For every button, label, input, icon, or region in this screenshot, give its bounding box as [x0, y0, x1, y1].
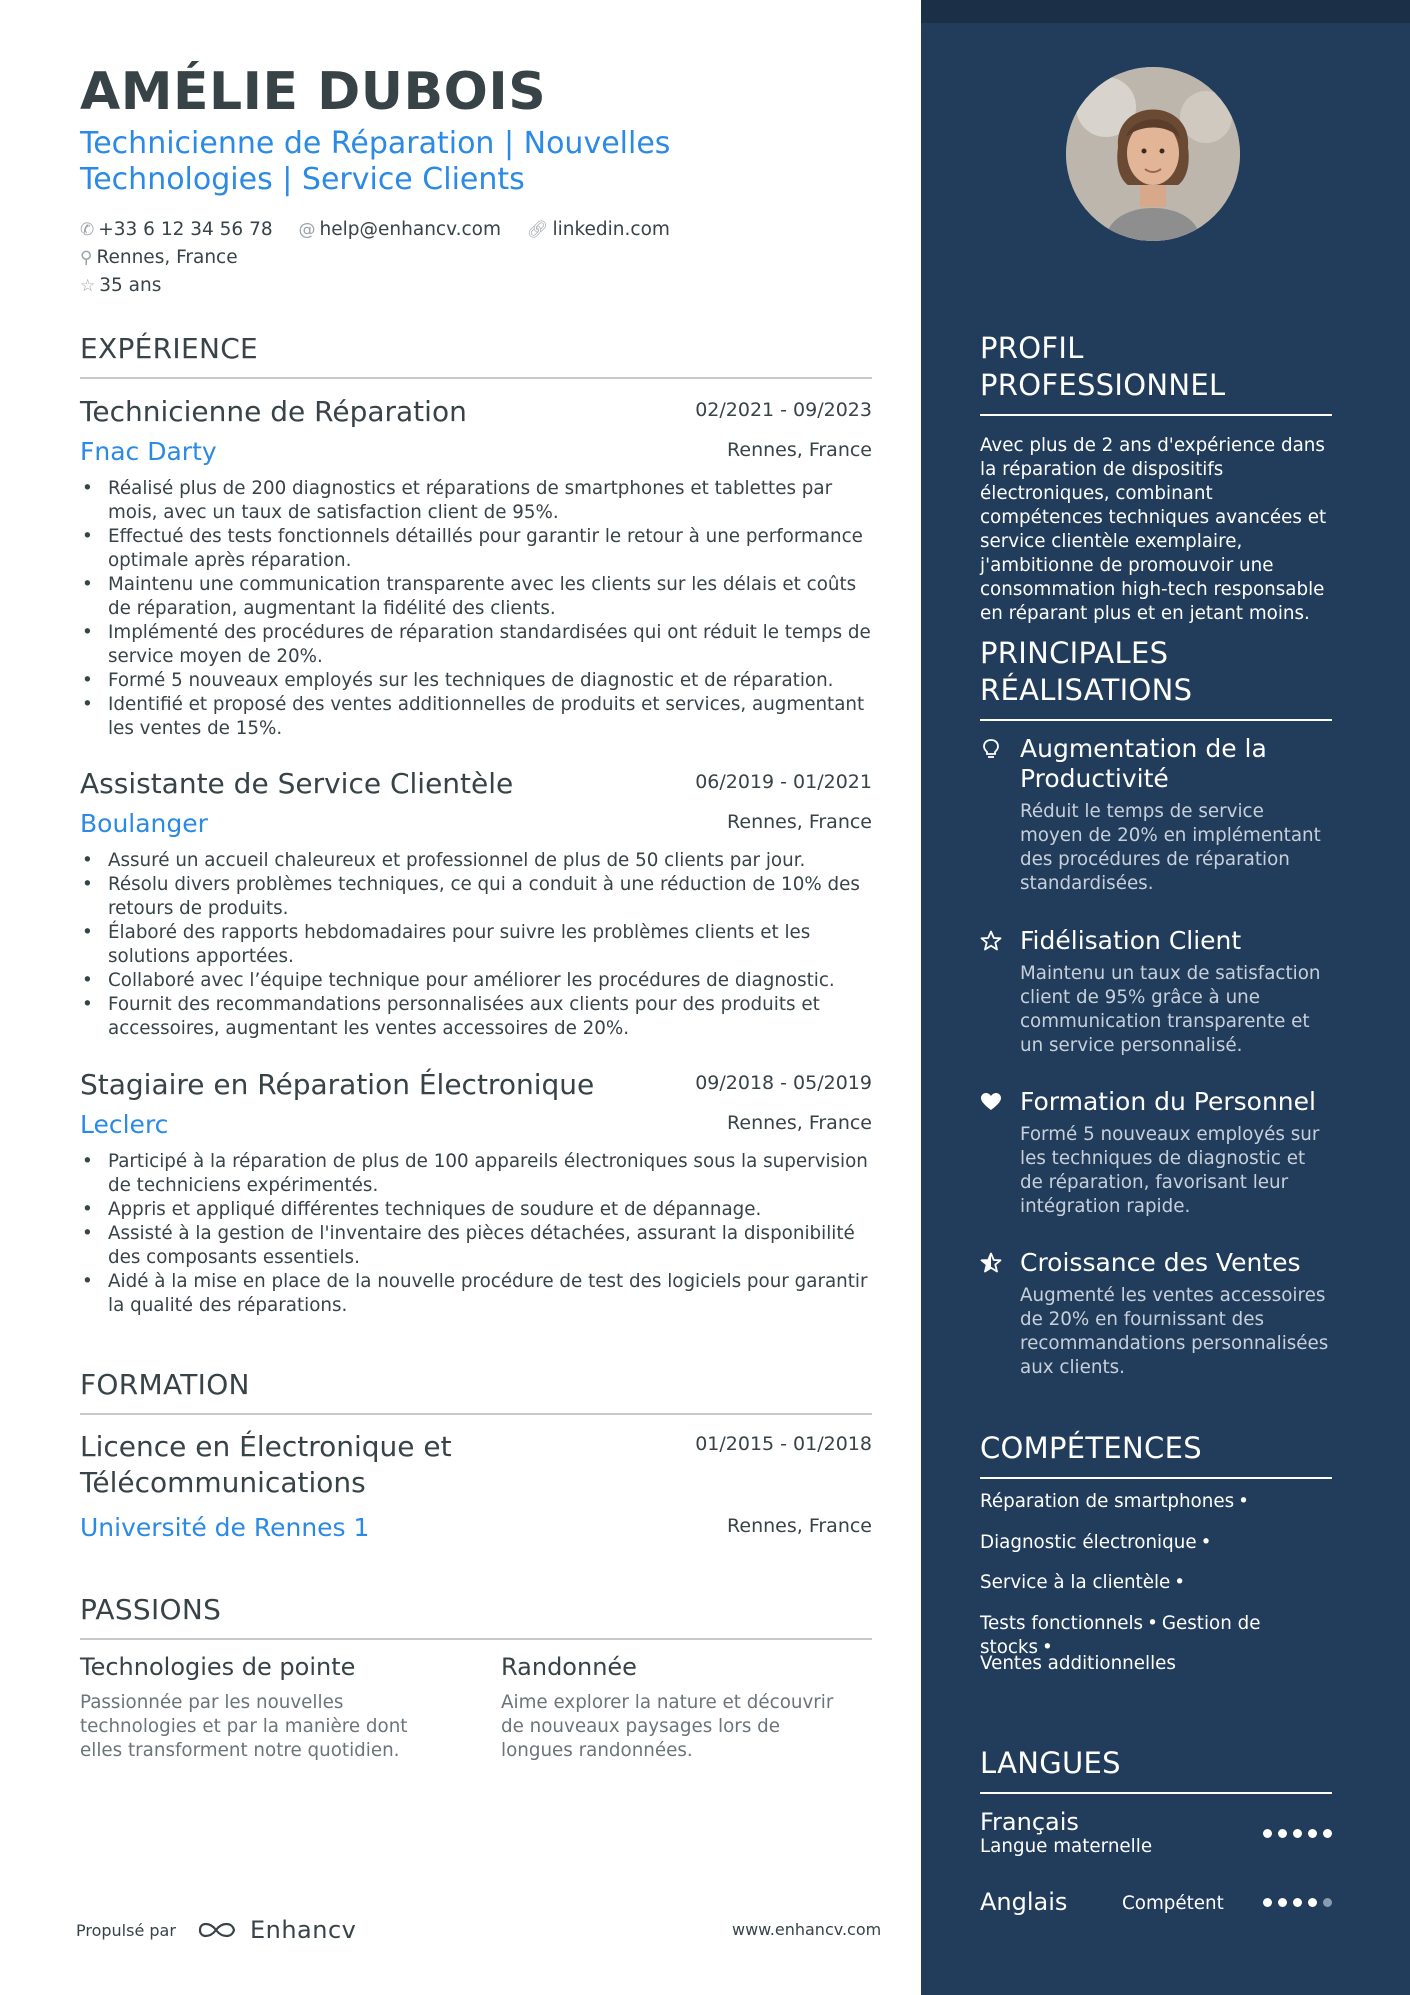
- skill-separator: •: [1042, 1636, 1053, 1658]
- job-bullet: • Maintenu une communication transparente avec les clients sur les délais et coûts de réparation, augmentant la fidélité des clients.: [80, 573, 872, 621]
- candidate-name: AMÉLIE DUBOIS: [80, 62, 547, 122]
- skill-tag: Réparation de smartphones: [980, 1491, 1235, 1512]
- job-bullet: • Réalisé plus de 200 diagnostics et réparations de smartphones et tablettes par mois, avec un taux de satisfaction client de 95%.: [80, 477, 872, 525]
- language-name: Anglais: [980, 1888, 1068, 1916]
- achievement-item: [980, 1087, 1332, 1219]
- job-bullet: • Fournit des recommandations personnalisées aux clients pour des produits et accessoires, augmentant les ventes accessoires de 20%.: [80, 993, 872, 1041]
- email-text: help@enhancv.com: [319, 219, 501, 240]
- job-dates: 06/2019 - 01/2021: [695, 771, 872, 793]
- language-rating: [1263, 1898, 1332, 1907]
- footer-branding: [76, 1916, 356, 1944]
- enhancv-logo[interactable]: [194, 1916, 356, 1944]
- achievement-item: [980, 734, 1332, 896]
- passions-section-title: PASSIONS: [80, 1593, 872, 1640]
- languages-section-title: LANGUES: [980, 1745, 1332, 1794]
- job-role: Technicienne de Réparation: [80, 395, 467, 428]
- achievement-title: Formation du Personnel: [1020, 1087, 1316, 1116]
- at-icon: @: [298, 220, 316, 240]
- sidebar: [921, 0, 1410, 1995]
- job-location: Rennes, France: [727, 439, 872, 461]
- education-dates: 01/2015 - 01/2018: [695, 1433, 872, 1455]
- job-bullet: • Implémenté des procédures de réparation standardisées qui ont réduit le temps de service moyen de 20%.: [80, 621, 872, 669]
- job-bullets: [80, 849, 872, 1041]
- avatar: [1066, 67, 1240, 241]
- contact-info: [80, 216, 872, 300]
- map-pin-icon: ⚲: [80, 248, 93, 268]
- powered-by-text: Propulsé par: [76, 1920, 176, 1940]
- job-bullet: • Élaboré des rapports hebdomadaires pour suivre les problèmes clients et les solutions apportées.: [80, 921, 872, 969]
- skill-separator: •: [1200, 1531, 1212, 1553]
- linkedin-contact[interactable]: [527, 216, 670, 244]
- job-bullets: [80, 477, 872, 741]
- job-bullet: • Collaboré avec l’équipe technique pour améliorer les procédures de diagnostic.: [80, 969, 872, 993]
- education-degree: Licence en Électronique et Télécommunications: [80, 1430, 452, 1499]
- passion-title: Technologies de pointe: [80, 1653, 356, 1681]
- job-bullet: • Assisté à la gestion de l'inventaire des pièces détachées, assurant la disponibilité des composants essentiels.: [80, 1222, 872, 1270]
- achievement-item: [980, 926, 1332, 1058]
- languages-section: [980, 1745, 1332, 1794]
- job-bullet: • Résolu divers problèmes techniques, ce qui a conduit à une réduction de 10% des retours de produits.: [80, 873, 872, 921]
- achievements-section-title: PRINCIPALES RÉALISATIONS: [980, 635, 1332, 721]
- job-entry: [80, 767, 872, 1041]
- job-role: Assistante de Service Clientèle: [80, 767, 514, 800]
- job-bullet: • Assuré un accueil chaleureux et professionnel de plus de 50 clients par jour.: [80, 849, 872, 873]
- location-text: Rennes, France: [96, 247, 238, 268]
- avatar-photo: [1066, 67, 1240, 241]
- achievement-description: Formé 5 nouveaux employés sur les techniques de diagnostic et de réparation, favorisant leur intégration rapide.: [1020, 1124, 1320, 1217]
- job-company: Fnac Darty: [80, 437, 217, 466]
- profile-section: [980, 330, 1332, 626]
- skill-separator: •: [1174, 1572, 1186, 1593]
- skills-section-title: COMPÉTENCES: [980, 1430, 1332, 1479]
- rating-dot-filled: [1293, 1898, 1302, 1907]
- profile-section-title: PROFIL PROFESSIONNEL: [980, 330, 1332, 416]
- skills-section: [980, 1430, 1332, 1479]
- achievements-section: [980, 635, 1332, 721]
- rating-dot-filled: [1278, 1829, 1287, 1838]
- skill-tag: Gestion de stocks: [980, 1612, 1261, 1658]
- achievement-item: [980, 1248, 1332, 1380]
- age-text: 35 ans: [99, 275, 162, 296]
- language-level: Langue maternelle: [980, 1836, 1153, 1857]
- email-contact[interactable]: [299, 216, 501, 244]
- job-dates: 02/2021 - 09/2023: [695, 399, 872, 421]
- job-location: Rennes, France: [727, 811, 872, 833]
- job-company: Boulanger: [80, 809, 208, 838]
- job-bullets: [80, 1150, 872, 1318]
- skill-separator: •: [1238, 1491, 1249, 1512]
- experience-section-title: EXPÉRIENCE: [80, 332, 872, 379]
- job-dates: 09/2018 - 05/2019: [695, 1072, 872, 1094]
- achievement-description: Réduit le temps de service moyen de 20% en implémentant des procédures de réparation standardisées.: [1020, 801, 1321, 894]
- skill-separator: •: [1147, 1612, 1158, 1634]
- link-icon: 🔗︎: [526, 220, 549, 240]
- job-company: Leclerc: [80, 1110, 169, 1139]
- achievement-description: Augmenté les ventes accessoires de 20% en fournissant des recommandations personnalisées aux clients.: [1020, 1285, 1329, 1378]
- job-location: Rennes, France: [727, 1112, 872, 1134]
- location-contact: [80, 244, 238, 272]
- achievement-title: Croissance des Ventes: [1020, 1248, 1301, 1277]
- job-bullet: • Participé à la réparation de plus de 100 appareils électroniques sous la supervision de techniciens expérimentés.: [80, 1150, 872, 1198]
- profile-text: Avec plus de 2 ans d'expérience dans la réparation de dispositifs électroniques, combinant compétences techniques avancées et service clientèle exemplaire, j'ambitionne de promouvoir une consommation high-tech responsable en réparant plus et en jetant moins.: [980, 435, 1327, 624]
- rating-dot-filled: [1278, 1898, 1287, 1907]
- passion-description: Aime explorer la nature et découvrir de nouveaux paysages lors de longues randonnées.: [501, 1692, 834, 1761]
- star-icon: ☆: [80, 276, 96, 296]
- rating-dot-filled: [1308, 1829, 1317, 1838]
- rating-dot-filled: [1308, 1898, 1317, 1907]
- skill-tag: Ventes additionnelles: [980, 1653, 1176, 1674]
- job-bullet: • Identifié et proposé des ventes additionnelles de produits et services, augmentant les ventes de 15%.: [80, 693, 872, 741]
- job-entry: [80, 1068, 872, 1318]
- enhancv-logo-icon: [194, 1918, 240, 1942]
- star-outline-icon: [980, 930, 1002, 952]
- heart-icon: [980, 1091, 1002, 1113]
- lightbulb-icon: [980, 738, 1002, 760]
- achievement-description: Maintenu un taux de satisfaction client de 95% grâce à une communication transparente et un service personnalisé.: [1020, 963, 1321, 1056]
- rating-dot-filled: [1293, 1829, 1302, 1838]
- rating-dot-filled: [1263, 1829, 1272, 1838]
- job-bullet: • Formé 5 nouveaux employés sur les techniques de diagnostic et de réparation.: [80, 669, 872, 693]
- job-bullet: • Appris et appliqué différentes techniques de soudure et de dépannage.: [80, 1198, 872, 1222]
- skills-list: [980, 1490, 1340, 1693]
- language-rating: [1263, 1829, 1332, 1838]
- education-location: Rennes, France: [727, 1515, 872, 1537]
- phone-text: +33 6 12 34 56 78: [98, 219, 273, 240]
- brand-name: Enhancv: [249, 1916, 357, 1944]
- passion-item: [80, 1653, 420, 1763]
- skill-tag: Tests fonctionnels: [980, 1612, 1144, 1634]
- education-school: Université de Rennes 1: [80, 1513, 370, 1542]
- rating-dot-empty: [1323, 1898, 1332, 1907]
- job-entry: [80, 395, 872, 741]
- linkedin-text: linkedin.com: [552, 219, 670, 240]
- education-section-title: FORMATION: [80, 1368, 872, 1415]
- phone-contact[interactable]: [80, 216, 273, 244]
- job-bullet: • Aidé à la mise en place de la nouvelle procédure de test des logiciels pour garantir la qualité des réparations.: [80, 1270, 872, 1318]
- achievement-title: Fidélisation Client: [1020, 926, 1242, 955]
- age-contact: [80, 272, 161, 300]
- skill-tag: Service à la clientèle: [980, 1572, 1171, 1593]
- phone-icon: ✆: [80, 220, 95, 240]
- passion-item: [501, 1653, 841, 1763]
- passion-title: Randonnée: [501, 1653, 637, 1681]
- skill-tag: Diagnostic électronique: [980, 1531, 1197, 1553]
- rating-dot-filled: [1263, 1898, 1272, 1907]
- language-name: Français: [980, 1808, 1079, 1836]
- passion-description: Passionnée par les nouvelles technologies et par la manière dont elles transforment notre quotidien.: [80, 1692, 408, 1761]
- language-item: [980, 1888, 1332, 1918]
- rating-dot-filled: [1323, 1829, 1332, 1838]
- achievement-title: Augmentation de la Productivité: [1020, 734, 1267, 793]
- job-role: Stagiaire en Réparation Électronique: [80, 1068, 595, 1101]
- job-bullet: • Effectué des tests fonctionnels détaillés pour garantir le retour à une performance optimale après réparation.: [80, 525, 872, 573]
- language-level: Compétent: [1122, 1893, 1224, 1914]
- sidebar-top-bar: [921, 0, 1410, 23]
- language-item: [980, 1808, 1332, 1858]
- candidate-title: Technicienne de Réparation | Nouvelles Technologies | Service Clients: [80, 126, 671, 197]
- star-half-icon: [980, 1252, 1002, 1274]
- footer-website[interactable]: www.enhancv.com: [732, 1920, 882, 1939]
